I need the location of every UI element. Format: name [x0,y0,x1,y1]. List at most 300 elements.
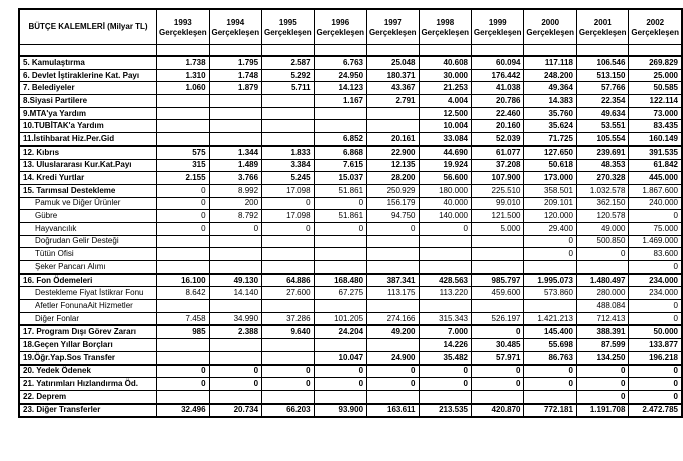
value-cell: 0 [157,222,209,235]
header-year-row [19,9,682,45]
value-cell: 712.413 [576,312,628,325]
value-cell: 122.114 [629,95,682,108]
row-label: 21. Yatırımları Hızlandırma Öd. [19,378,157,391]
value-cell: 0 [419,365,471,378]
value-cell: 8.642 [157,287,209,300]
spacer-cell [629,45,682,57]
value-cell: 1.833 [262,146,314,159]
value-cell: 48.353 [576,159,628,172]
value-cell: 27.600 [262,287,314,300]
table-row [19,325,682,338]
value-cell: 0 [314,197,366,210]
table-row [19,197,682,210]
value-cell [419,248,471,261]
value-cell: 145.400 [524,325,576,338]
value-cell: 1.032.578 [576,184,628,197]
value-cell: 3.384 [262,159,314,172]
value-cell: 239.691 [576,146,628,159]
value-cell [262,133,314,146]
row-label: Destekleme Fiyat İstikrar Fonu [19,287,157,300]
value-cell: 40.000 [419,197,471,210]
value-cell [524,261,576,274]
value-cell [419,390,471,403]
realized-label: Gerçekleşen [316,28,365,37]
value-cell: 117.118 [524,56,576,69]
table-row [19,339,682,352]
value-cell: 8.992 [209,184,261,197]
value-cell: 459.600 [471,287,523,300]
value-cell [157,300,209,313]
value-cell: 1.879 [209,82,261,95]
value-cell: 127.650 [524,146,576,159]
value-cell: 10.047 [314,351,366,364]
value-cell: 133.877 [629,339,682,352]
value-cell: 180.371 [367,69,419,82]
value-cell: 101.205 [314,312,366,325]
value-cell: 0 [576,365,628,378]
value-cell: 428.563 [419,274,471,287]
value-cell: 32.496 [157,404,209,418]
value-cell: 0 [314,378,366,391]
value-cell [209,120,261,133]
realized-label: Gerçekleşen [421,28,470,37]
row-label: 6. Devlet İştiraklerine Kat. Payı [19,69,157,82]
value-cell: 0 [629,390,682,403]
value-cell [209,339,261,352]
value-cell: 40.608 [419,56,471,69]
value-cell: 0 [157,365,209,378]
value-cell: 43.367 [367,82,419,95]
value-cell [314,300,366,313]
value-cell [314,107,366,120]
value-cell: 240.000 [629,197,682,210]
value-cell: 180.000 [419,184,471,197]
value-cell: 500.850 [576,235,628,248]
value-cell: 0 [576,378,628,391]
value-cell [576,261,628,274]
value-cell: 200 [209,197,261,210]
value-cell [262,261,314,274]
value-cell: 6.852 [314,133,366,146]
value-cell: 5.000 [471,222,523,235]
value-cell: 387.341 [367,274,419,287]
value-cell: 113.220 [419,287,471,300]
value-cell: 269.829 [629,56,682,69]
value-cell [471,300,523,313]
value-cell: 66.203 [262,404,314,418]
row-label: 22. Deprem [19,390,157,403]
value-cell [524,300,576,313]
value-cell: 0 [367,365,419,378]
spacer-cell [471,45,523,57]
table-row [19,378,682,391]
value-cell: 168.480 [314,274,366,287]
year-label: 1996 [331,18,350,27]
table-row [19,300,682,313]
value-cell: 985.797 [471,274,523,287]
table-row [19,351,682,364]
value-cell [209,261,261,274]
value-cell: 0 [209,378,261,391]
value-cell: 513.150 [576,69,628,82]
value-cell: 49.200 [367,325,419,338]
value-cell: 1.480.497 [576,274,628,287]
value-cell: 1.738 [157,56,209,69]
value-cell: 134.250 [576,351,628,364]
value-cell: 14.123 [314,82,366,95]
value-cell: 2.791 [367,95,419,108]
value-cell: 41.038 [471,82,523,95]
value-cell [471,261,523,274]
value-cell: 0 [524,235,576,248]
realized-label: Gerçekleşen [368,28,417,37]
value-cell: 12.135 [367,159,419,172]
column-header-year-1995 [262,9,314,45]
value-cell: 0 [314,222,366,235]
value-cell [314,390,366,403]
value-cell: 19.924 [419,159,471,172]
table-row [19,95,682,108]
value-cell: 420.870 [471,404,523,418]
value-cell: 213.535 [419,404,471,418]
value-cell: 176.442 [471,69,523,82]
value-cell: 0 [524,365,576,378]
value-cell [209,133,261,146]
row-label: Afetler FonunaAit Hizmetler [19,300,157,313]
value-cell: 0 [157,197,209,210]
column-header-year-1996 [314,9,366,45]
value-cell: 44.690 [419,146,471,159]
year-label: 2001 [593,18,612,27]
value-cell: 61.077 [471,146,523,159]
value-cell: 362.150 [576,197,628,210]
value-cell: 15.037 [314,172,366,185]
value-cell: 120.578 [576,210,628,223]
realized-label: Gerçekleşen [159,28,207,37]
value-cell [209,95,261,108]
spacer-cell [314,45,366,57]
value-cell: 209.101 [524,197,576,210]
value-cell: 49.364 [524,82,576,95]
row-label: 19.Öğr.Yap.Sos Transfer [19,351,157,364]
value-cell [262,339,314,352]
value-cell: 34.990 [209,312,261,325]
table-row [19,261,682,274]
value-cell: 17.098 [262,210,314,223]
value-cell: 50.618 [524,159,576,172]
value-cell: 0 [471,378,523,391]
value-cell [157,351,209,364]
spacer-cell [524,45,576,57]
value-cell: 49.634 [576,107,628,120]
value-cell: 14.140 [209,287,261,300]
value-cell: 1.995.073 [524,274,576,287]
value-cell [157,95,209,108]
row-label: 14. Kredi Yurtlar [19,172,157,185]
value-cell: 0 [314,365,366,378]
realized-label: Gerçekleşen [631,28,680,37]
table-row [19,210,682,223]
value-cell: 1.795 [209,56,261,69]
value-cell: 25.000 [629,69,682,82]
spacer-cell [262,45,314,57]
value-cell: 1.060 [157,82,209,95]
value-cell [209,390,261,403]
value-cell: 56.600 [419,172,471,185]
value-cell: 4.004 [419,95,471,108]
value-cell: 5.711 [262,82,314,95]
row-label: Tütün Ofisi [19,248,157,261]
value-cell: 53.551 [576,120,628,133]
value-cell: 121.500 [471,210,523,223]
table-row [19,133,682,146]
value-cell: 445.000 [629,172,682,185]
row-label: 5. Kamulaştırma [19,56,157,69]
value-cell: 0 [524,378,576,391]
value-cell: 50.000 [629,325,682,338]
row-label: Hayvancılık [19,222,157,235]
value-cell: 2.155 [157,172,209,185]
value-cell: 0 [629,300,682,313]
value-cell: 20.734 [209,404,261,418]
value-cell: 0 [157,378,209,391]
value-cell: 14.383 [524,95,576,108]
row-label: Gübre [19,210,157,223]
row-label: Şeker Pancarı Alımı [19,261,157,274]
value-cell: 526.197 [471,312,523,325]
value-cell: 270.328 [576,172,628,185]
table-row [19,159,682,172]
value-cell [314,235,366,248]
column-header-year-1999 [471,9,523,45]
year-label: 1997 [383,18,402,27]
spacer-cell [157,45,209,57]
value-cell [419,300,471,313]
value-cell: 0 [471,325,523,338]
table-row [19,172,682,185]
value-cell: 488.084 [576,300,628,313]
value-cell: 60.094 [471,56,523,69]
value-cell [314,339,366,352]
value-cell: 575 [157,146,209,159]
value-cell: 21.253 [419,82,471,95]
value-cell [419,235,471,248]
row-label: 16. Fon Ödemeleri [19,274,157,287]
value-cell: 57.971 [471,351,523,364]
value-cell: 156.179 [367,197,419,210]
value-cell: 83.435 [629,120,682,133]
value-cell [157,339,209,352]
value-cell [262,351,314,364]
value-cell: 24.204 [314,325,366,338]
row-label: 10.TUBİTAK'a Yardım [19,120,157,133]
value-cell: 0 [262,197,314,210]
value-cell: 234.000 [629,287,682,300]
row-label: 13. Uluslararası Kur.Kat.Payı [19,159,157,172]
column-header-year-1997 [367,9,419,45]
value-cell: 9.640 [262,325,314,338]
table-row [19,120,682,133]
table-row [19,365,682,378]
value-cell: 28.200 [367,172,419,185]
value-cell: 22.900 [367,146,419,159]
value-cell: 163.611 [367,404,419,418]
value-cell [209,235,261,248]
column-header-year-2001 [576,9,628,45]
column-header-year-1993 [157,9,209,45]
value-cell: 30.485 [471,339,523,352]
value-cell: 248.200 [524,69,576,82]
table-row [19,235,682,248]
row-label: 9.MTA'ya Yardım [19,107,157,120]
value-cell: 7.458 [157,312,209,325]
year-label: 1994 [226,18,245,27]
value-cell: 280.000 [576,287,628,300]
value-cell: 49.130 [209,274,261,287]
value-cell [367,300,419,313]
value-cell: 30.000 [419,69,471,82]
value-cell [262,107,314,120]
row-label: 18.Geçen Yıllar Borçları [19,339,157,352]
value-cell: 5.292 [262,69,314,82]
row-label: Diğer Fonlar [19,312,157,325]
value-cell: 107.900 [471,172,523,185]
value-cell: 8.792 [209,210,261,223]
value-cell: 50.585 [629,82,682,95]
value-cell: 16.100 [157,274,209,287]
year-label: 1995 [278,18,297,27]
value-cell: 94.750 [367,210,419,223]
value-cell: 22.354 [576,95,628,108]
value-cell: 0 [262,365,314,378]
spacer-cell [19,45,157,57]
value-cell: 52.039 [471,133,523,146]
table-row [19,404,682,418]
value-cell: 73.000 [629,107,682,120]
value-cell: 35.760 [524,107,576,120]
value-cell: 35.482 [419,351,471,364]
value-cell: 83.600 [629,248,682,261]
value-cell [262,300,314,313]
row-label: 23. Diğer Transferler [19,404,157,418]
value-cell [209,248,261,261]
column-header-year-2000 [524,9,576,45]
column-header-year-1994 [209,9,261,45]
row-label: 7. Belediyeler [19,82,157,95]
value-cell [367,235,419,248]
value-cell: 1.191.708 [576,404,628,418]
table-row [19,82,682,95]
row-label: 8.Siyasi Partilere [19,95,157,108]
table-header [19,9,682,56]
value-cell: 1.421.213 [524,312,576,325]
value-cell [367,339,419,352]
value-cell [262,248,314,261]
value-cell [209,351,261,364]
value-cell: 12.500 [419,107,471,120]
table-row [19,287,682,300]
table-row [19,248,682,261]
value-cell [262,120,314,133]
value-cell: 7.000 [419,325,471,338]
value-cell: 93.900 [314,404,366,418]
year-label: 1993 [173,18,192,27]
value-cell: 0 [419,378,471,391]
value-cell: 0 [367,222,419,235]
value-cell: 0 [209,365,261,378]
value-cell: 5.245 [262,172,314,185]
value-cell: 250.929 [367,184,419,197]
table-row [19,184,682,197]
value-cell: 24.900 [367,351,419,364]
value-cell: 0 [157,184,209,197]
value-cell: 2.388 [209,325,261,338]
column-header-year-1998 [419,9,471,45]
value-cell [157,261,209,274]
row-label: Pamuk ve Diğer Ürünler [19,197,157,210]
value-cell: 173.000 [524,172,576,185]
value-cell: 57.766 [576,82,628,95]
year-label: 1999 [488,18,507,27]
value-cell: 274.166 [367,312,419,325]
row-label: Doğrudan Gelir Desteği [19,235,157,248]
value-cell: 0 [419,222,471,235]
value-cell [367,107,419,120]
value-cell: 37.208 [471,159,523,172]
value-cell: 196.218 [629,351,682,364]
table-row [19,107,682,120]
value-cell: 1.748 [209,69,261,82]
value-cell: 75.000 [629,222,682,235]
value-cell: 0 [524,248,576,261]
table-row [19,274,682,287]
value-cell: 358.501 [524,184,576,197]
value-cell: 0 [262,378,314,391]
spacer-cell [367,45,419,57]
value-cell: 391.535 [629,146,682,159]
value-cell: 1.310 [157,69,209,82]
value-cell: 1.469.000 [629,235,682,248]
table-row [19,222,682,235]
value-cell [367,248,419,261]
value-cell: 225.510 [471,184,523,197]
value-cell: 105.554 [576,133,628,146]
value-cell: 37.286 [262,312,314,325]
value-cell: 20.786 [471,95,523,108]
value-cell: 61.842 [629,159,682,172]
year-label: 1998 [436,18,455,27]
row-label: 15. Tarımsal Destekleme [19,184,157,197]
table-row [19,390,682,403]
realized-label: Gerçekleşen [211,28,260,37]
value-cell: 0 [629,210,682,223]
value-cell: 99.010 [471,197,523,210]
row-label: 20. Yedek Ödenek [19,365,157,378]
value-cell [471,248,523,261]
value-cell [209,107,261,120]
value-cell [314,248,366,261]
spacer-cell [209,45,261,57]
value-cell: 0 [629,261,682,274]
value-cell: 120.000 [524,210,576,223]
spacer-cell [419,45,471,57]
value-cell: 140.000 [419,210,471,223]
value-cell: 0 [262,222,314,235]
table-row [19,56,682,69]
table-row [19,146,682,159]
value-cell: 20.161 [367,133,419,146]
value-cell: 2.472.785 [629,404,682,418]
